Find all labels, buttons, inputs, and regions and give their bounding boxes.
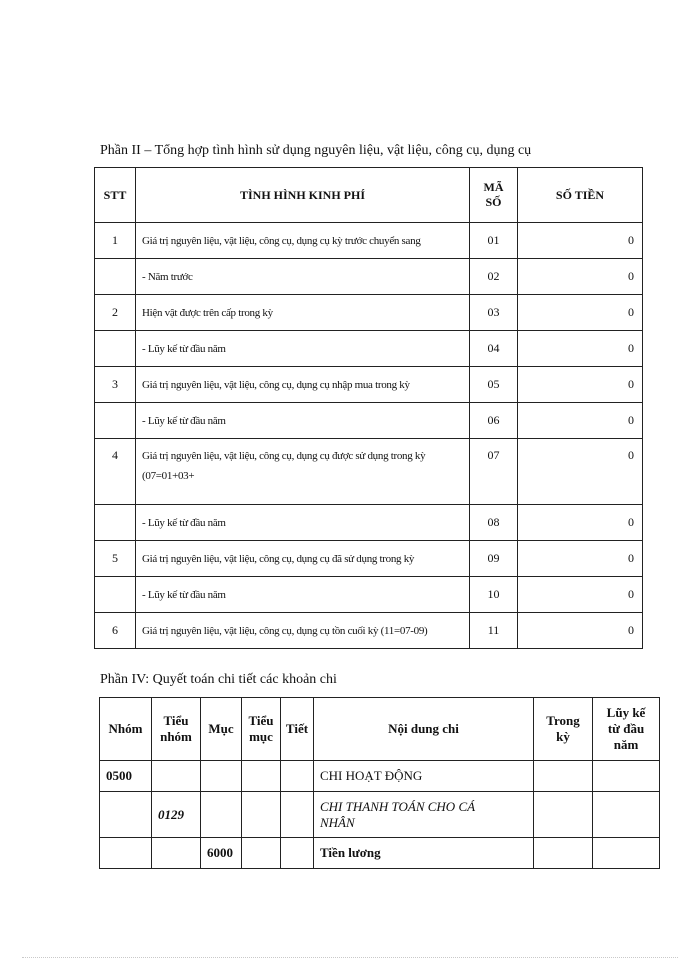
row-code: 05 xyxy=(470,367,518,403)
header-tieu-muc xyxy=(242,698,281,761)
row-amount: 0 xyxy=(518,295,643,331)
table-row xyxy=(95,439,643,505)
row-code: 07 xyxy=(470,439,518,505)
row-stt: 4 xyxy=(95,439,136,505)
table-row xyxy=(95,613,643,649)
row-tiet xyxy=(281,838,314,869)
row-desc: - Lũy kế từ đầu năm xyxy=(136,505,470,541)
table-row xyxy=(95,223,643,259)
header-trong-ky xyxy=(534,698,593,761)
header-code xyxy=(470,168,518,223)
row-noi-dung xyxy=(314,792,534,838)
row-stt: 6 xyxy=(95,613,136,649)
header-tieu-nhom-line2: nhóm xyxy=(160,729,192,744)
row-code: 10 xyxy=(470,577,518,613)
row-luy-ke xyxy=(593,792,660,838)
part2-title: Phần II – Tổng hợp tình hình sử dụng nguyên liệu, vật liệu, công cụ, dụng cụ xyxy=(100,143,532,158)
table-row xyxy=(95,541,643,577)
row-noi-dung-line1: CHI THANH TOÁN CHO CÁ xyxy=(320,798,476,814)
row-desc: Hiện vật được trên cấp trong kỳ xyxy=(136,295,470,331)
header-code-line2: SỐ xyxy=(485,195,502,209)
row-amount: 0 xyxy=(518,613,643,649)
row-code: 01 xyxy=(470,223,518,259)
row-stt: 3 xyxy=(95,367,136,403)
row-stt xyxy=(95,505,136,541)
header-luy-ke-line3: năm xyxy=(613,737,639,752)
header-desc: TÌNH HÌNH KINH PHÍ xyxy=(136,168,470,223)
row-desc: - Lũy kế từ đầu năm xyxy=(136,403,470,439)
part2-table xyxy=(94,167,643,649)
row-amount: 0 xyxy=(518,439,643,505)
row-noi-dung-line2: NHÂN xyxy=(320,814,355,830)
row-stt xyxy=(95,577,136,613)
row-desc: - Lũy kế từ đầu năm xyxy=(136,331,470,367)
header-trong-ky-line2: kỳ xyxy=(556,729,570,744)
row-amount: 0 xyxy=(518,331,643,367)
row-code: 03 xyxy=(470,295,518,331)
header-tieu-nhom xyxy=(152,698,201,761)
row-code: 06 xyxy=(470,403,518,439)
page-bottom-divider xyxy=(22,957,678,958)
header-luy-ke xyxy=(593,698,660,761)
row-amount: 0 xyxy=(518,403,643,439)
row-amount: 0 xyxy=(518,505,643,541)
table-row xyxy=(95,259,643,295)
row-code: 11 xyxy=(470,613,518,649)
header-muc: Mục xyxy=(201,698,242,761)
row-noi-dung: CHI HOẠT ĐỘNG xyxy=(314,761,534,792)
row-trong-ky xyxy=(534,838,593,869)
row-trong-ky xyxy=(534,761,593,792)
row-desc: - Năm trước xyxy=(136,259,470,295)
row-desc: Giá trị nguyên liệu, vật liệu, công cụ, dụng cụ nhập mua trong kỳ xyxy=(136,367,470,403)
row-code: 09 xyxy=(470,541,518,577)
header-code-line1: MÃ xyxy=(483,180,504,194)
table-row xyxy=(100,761,660,792)
header-trong-ky-line1: Trong xyxy=(546,713,580,728)
table-row xyxy=(95,295,643,331)
table-header-row xyxy=(95,168,643,223)
row-trong-ky xyxy=(534,792,593,838)
row-stt xyxy=(95,259,136,295)
table-row xyxy=(95,367,643,403)
row-desc-line2: (07=01+03+ xyxy=(142,470,195,482)
header-amount: SỐ TIỀN xyxy=(518,168,643,223)
row-muc xyxy=(201,792,242,838)
row-desc: Giá trị nguyên liệu, vật liệu, công cụ, dụng cụ kỳ trước chuyển sang xyxy=(136,223,470,259)
header-nhom: Nhóm xyxy=(100,698,152,761)
header-luy-ke-line2: từ đầu xyxy=(607,721,645,736)
row-amount: 0 xyxy=(518,367,643,403)
row-tiet xyxy=(281,761,314,792)
row-nhom xyxy=(100,792,152,838)
row-nhom xyxy=(100,838,152,869)
row-tieu-muc xyxy=(242,838,281,869)
row-stt: 5 xyxy=(95,541,136,577)
row-luy-ke xyxy=(593,761,660,792)
row-tieu-muc xyxy=(242,792,281,838)
header-tieu-muc-line2: mục xyxy=(249,729,273,744)
row-tieu-nhom xyxy=(152,838,201,869)
row-desc xyxy=(136,439,470,505)
part4-title: Phần IV: Quyết toán chi tiết các khoản chi xyxy=(100,672,337,687)
header-tiet: Tiết xyxy=(281,698,314,761)
row-stt xyxy=(95,331,136,367)
row-muc: 6000 xyxy=(201,838,242,869)
header-tieu-muc-line1: Tiểu xyxy=(248,713,274,728)
table-row xyxy=(95,331,643,367)
row-tieu-nhom: 0129 xyxy=(152,792,201,838)
row-noi-dung: Tiền lương xyxy=(314,838,534,869)
row-muc xyxy=(201,761,242,792)
row-desc-line1: Giá trị nguyên liệu, vật liệu, công cụ, dụng cụ được sử dụng trong kỳ xyxy=(142,450,426,462)
row-amount: 0 xyxy=(518,223,643,259)
row-desc: Giá trị nguyên liệu, vật liệu, công cụ, dụng cụ đã sử dụng trong kỳ xyxy=(136,541,470,577)
row-code: 08 xyxy=(470,505,518,541)
part4-table xyxy=(99,697,660,869)
row-stt xyxy=(95,403,136,439)
row-desc: - Lũy kế từ đầu năm xyxy=(136,577,470,613)
row-desc: Giá trị nguyên liệu, vật liệu, công cụ, dụng cụ tồn cuối kỳ (11=07-09) xyxy=(136,613,470,649)
table-row xyxy=(95,403,643,439)
row-code: 02 xyxy=(470,259,518,295)
table-row xyxy=(95,577,643,613)
row-tiet xyxy=(281,792,314,838)
row-code: 04 xyxy=(470,331,518,367)
header-noi-dung: Nội dung chi xyxy=(314,698,534,761)
table-row xyxy=(100,838,660,869)
table-header-row xyxy=(100,698,660,761)
header-tieu-nhom-line1: Tiểu xyxy=(163,713,189,728)
header-luy-ke-line1: Lũy kế xyxy=(606,705,646,720)
row-amount: 0 xyxy=(518,541,643,577)
header-stt: STT xyxy=(95,168,136,223)
row-amount: 0 xyxy=(518,259,643,295)
row-stt: 1 xyxy=(95,223,136,259)
row-tieu-nhom xyxy=(152,761,201,792)
row-amount: 0 xyxy=(518,577,643,613)
row-tieu-muc xyxy=(242,761,281,792)
row-nhom: 0500 xyxy=(100,761,152,792)
row-luy-ke xyxy=(593,838,660,869)
table-row xyxy=(100,792,660,838)
row-stt: 2 xyxy=(95,295,136,331)
table-row xyxy=(95,505,643,541)
